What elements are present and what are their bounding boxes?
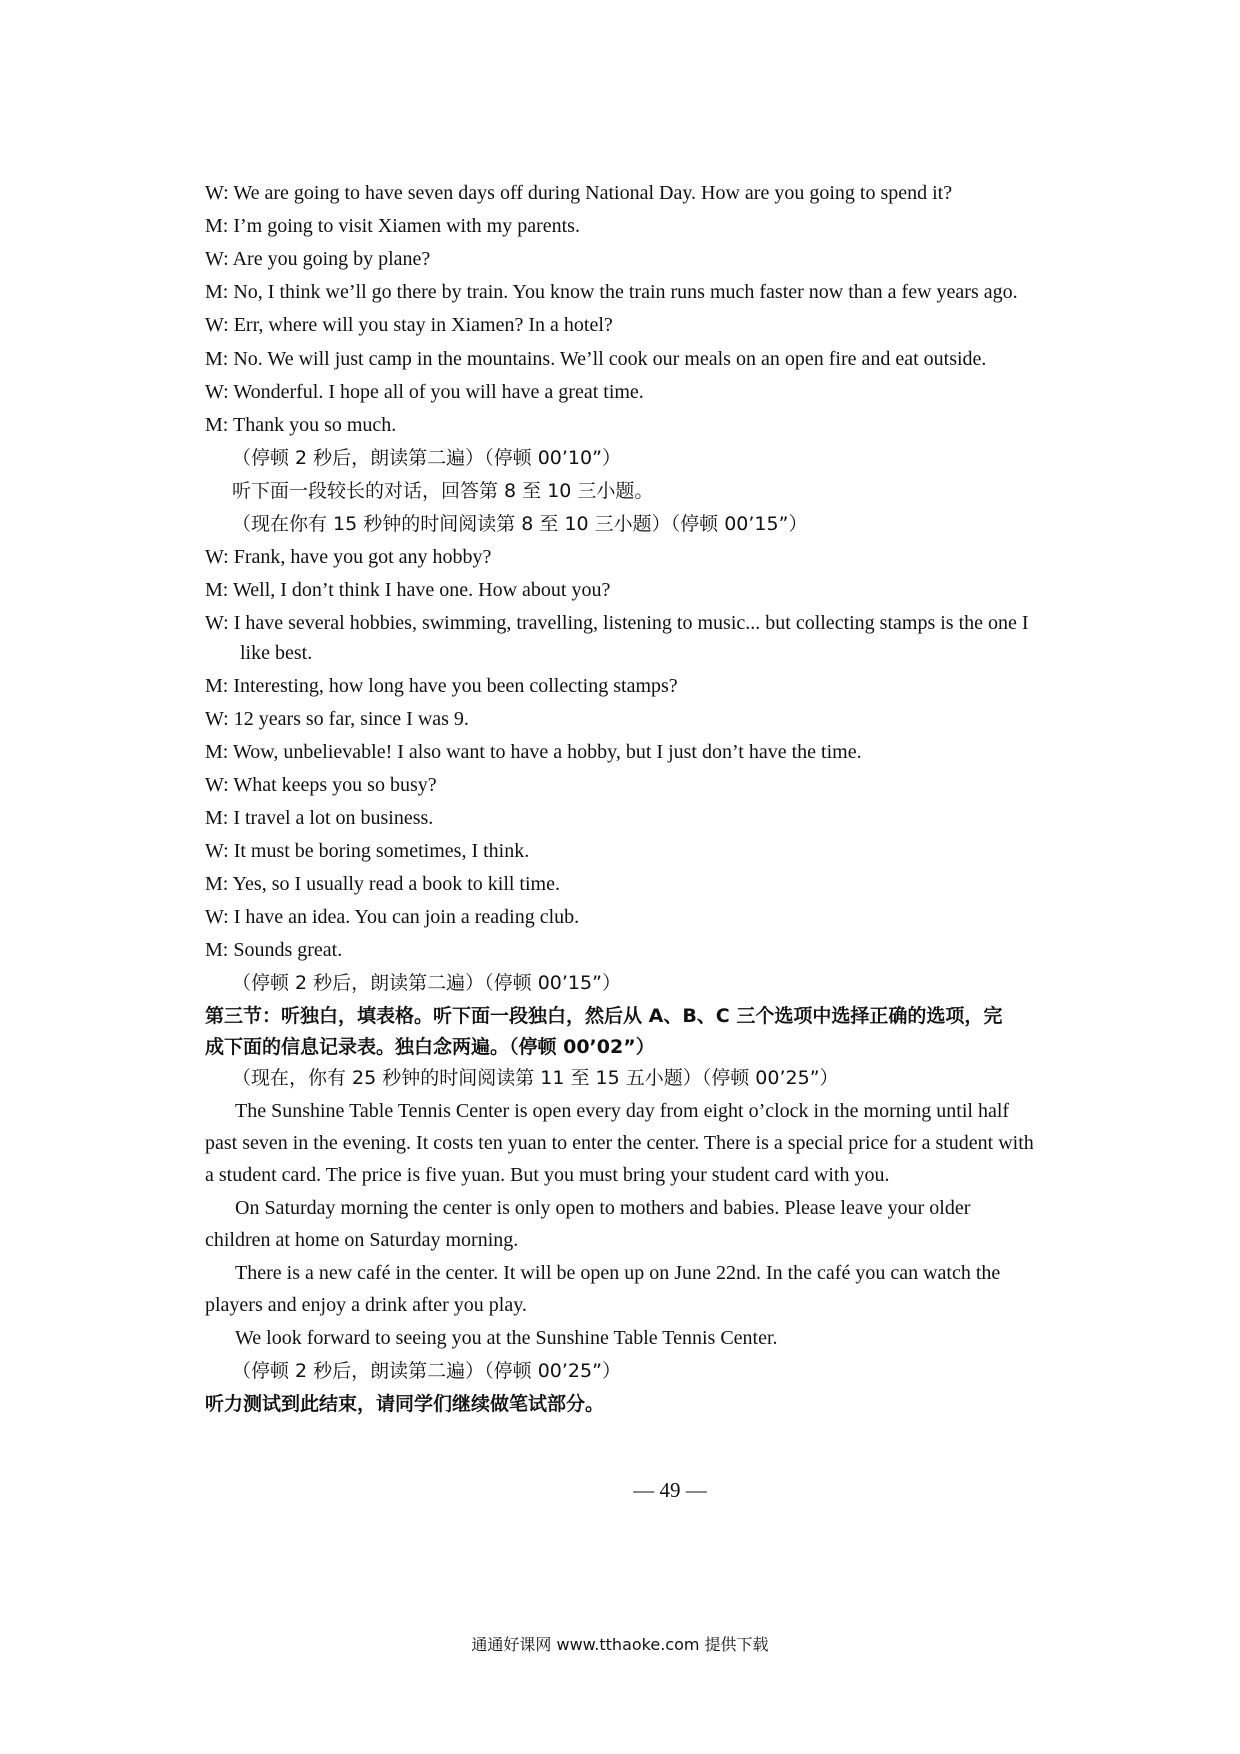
text-line: M: Wow, unbelievable! I also want to have a hobby, but I just don’t have the time. bbox=[205, 741, 862, 763]
text-line: W: I have an idea. You can join a reading club. bbox=[205, 906, 580, 928]
text-line: 成下面的信息记录表。独白念两遍。（停顿 00’02”） bbox=[205, 1036, 655, 1058]
text-line: M: Interesting, how long have you been collecting stamps? bbox=[205, 675, 678, 697]
text-line: M: Sounds great. bbox=[205, 939, 343, 961]
text-line: （现在你有 15 秒钟的时间阅读第 8 至 10 三小题）（停顿 00’15”） bbox=[232, 513, 808, 535]
text-line: 听力测试到此结束，请同学们继续做笔试部分。 bbox=[205, 1393, 605, 1415]
text-line: M: Well, I don’t think I have one. How about you? bbox=[205, 579, 611, 601]
text-line: M: Thank you so much. bbox=[205, 414, 397, 436]
text-line: The Sunshine Table Tennis Center is open every day from eight o’clock in the morning until half bbox=[235, 1100, 1010, 1122]
page-number: — 49 — bbox=[633, 1478, 707, 1502]
text-line: 第三节：听独白，填表格。听下面一段独白，然后从 A、B、C 三个选项中选择正确的选项，完 bbox=[205, 1005, 1003, 1027]
text-line: （现在，你有 25 秒钟的时间阅读第 11 至 15 五小题）（停顿 00’25”） bbox=[232, 1067, 839, 1089]
text-line: There is a new café in the center. It will be open up on June 22nd. In the café you can watch the bbox=[235, 1262, 1001, 1284]
text-line: M: No. We will just camp in the mountains. We’ll cook our meals on an open fire and eat outside. bbox=[205, 348, 987, 370]
text-line: past seven in the evening. It costs ten yuan to enter the center. There is a special price for a student with bbox=[205, 1132, 1034, 1154]
text-line: （停顿 2 秒后，朗读第二遍）（停顿 00’25”） bbox=[232, 1360, 621, 1382]
text-line: M: No, I think we’ll go there by train. You know the train runs much faster now than a few years ago. bbox=[205, 281, 1018, 303]
text-line: a student card. The price is five yuan. But you must bring your student card with you. bbox=[205, 1164, 890, 1186]
text-line: （停顿 2 秒后，朗读第二遍）（停顿 00’15”） bbox=[232, 972, 621, 994]
text-line: W: 12 years so far, since I was 9. bbox=[205, 708, 469, 730]
text-line: （停顿 2 秒后，朗读第二遍）（停顿 00’10”） bbox=[232, 447, 621, 469]
text-line: children at home on Saturday morning. bbox=[205, 1229, 519, 1251]
footer-watermark: 通通好课网 www.tthaoke.com 提供下载 bbox=[471, 1635, 769, 1654]
text-line: W: Frank, have you got any hobby? bbox=[205, 546, 492, 568]
text-line: 听下面一段较长的对话，回答第 8 至 10 三小题。 bbox=[232, 480, 654, 502]
text-line: W: I have several hobbies, swimming, travelling, listening to music... but collecting stamps is the one I bbox=[205, 612, 1029, 634]
text-line: W: Err, where will you stay in Xiamen? In a hotel? bbox=[205, 314, 613, 336]
text-line: W: What keeps you so busy? bbox=[205, 774, 437, 796]
text-line: W: We are going to have seven days off during National Day. How are you going to spend it? bbox=[205, 182, 953, 204]
text-line: M: I’m going to visit Xiamen with my parents. bbox=[205, 215, 580, 237]
text-line: W: It must be boring sometimes, I think. bbox=[205, 840, 530, 862]
text-line: M: I travel a lot on business. bbox=[205, 807, 434, 829]
text-line: like best. bbox=[240, 642, 313, 664]
text-line: players and enjoy a drink after you play. bbox=[205, 1294, 527, 1316]
text-line: W: Wonderful. I hope all of you will have a great time. bbox=[205, 381, 644, 403]
text-line: We look forward to seeing you at the Sunshine Table Tennis Center. bbox=[235, 1327, 778, 1349]
text-line: W: Are you going by plane? bbox=[205, 248, 431, 270]
text-line: M: Yes, so I usually read a book to kill time. bbox=[205, 873, 560, 895]
text-line: On Saturday morning the center is only open to mothers and babies. Please leave your older bbox=[235, 1197, 971, 1219]
